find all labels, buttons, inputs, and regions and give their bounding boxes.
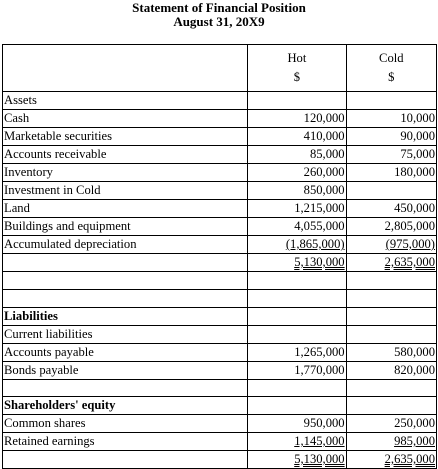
statement-date: August 31, 20X9 bbox=[173, 14, 265, 29]
table-row bbox=[3, 200, 437, 218]
column-name-cold: Cold bbox=[379, 51, 404, 65]
equity-total-row bbox=[3, 451, 437, 469]
assets-total-hot: 5,130,000 bbox=[294, 255, 345, 269]
financial-position-table bbox=[2, 44, 437, 469]
table-row bbox=[3, 236, 437, 254]
liabilities-heading: Liabilities bbox=[3, 308, 248, 326]
row-label: Accounts receivable bbox=[3, 146, 248, 164]
row-label: Buildings and equipment bbox=[3, 218, 248, 236]
row-label: Investment in Cold bbox=[3, 182, 248, 200]
table-row bbox=[3, 146, 437, 164]
cold-value: 75,000 bbox=[346, 146, 436, 164]
equity-total-cold: 2,635,000 bbox=[384, 452, 435, 466]
table-row bbox=[3, 110, 437, 128]
table-row bbox=[3, 344, 437, 362]
spacer-row bbox=[3, 380, 437, 397]
cold-value: 580,000 bbox=[346, 344, 436, 362]
row-label: Accounts payable bbox=[3, 344, 248, 362]
header-label-cell bbox=[3, 45, 248, 92]
spacer-row bbox=[3, 272, 437, 290]
hot-value: (1,865,000) bbox=[285, 237, 345, 251]
table-row bbox=[3, 182, 437, 200]
statement-title: Statement of Financial Position bbox=[132, 0, 306, 15]
cold-value: 450,000 bbox=[346, 200, 436, 218]
equity-total-hot: 5,130,000 bbox=[294, 452, 345, 466]
equity-heading: Shareholders' equity bbox=[3, 397, 248, 415]
hot-value: 950,000 bbox=[248, 415, 346, 433]
currency-hot: $ bbox=[293, 70, 301, 84]
row-label: Cash bbox=[3, 110, 248, 128]
cold-value bbox=[346, 182, 436, 200]
cold-value: 180,000 bbox=[346, 164, 436, 182]
hot-value: 4,055,000 bbox=[248, 218, 346, 236]
table-row bbox=[3, 128, 437, 146]
hot-value: 1,215,000 bbox=[248, 200, 346, 218]
spacer-row bbox=[3, 290, 437, 308]
hot-value: 120,000 bbox=[248, 110, 346, 128]
header-cold bbox=[346, 45, 436, 92]
column-header-row bbox=[3, 45, 437, 92]
cold-value: 2,805,000 bbox=[346, 218, 436, 236]
cold-value: 90,000 bbox=[346, 128, 436, 146]
row-label: Common shares bbox=[3, 415, 248, 433]
hot-value: 260,000 bbox=[248, 164, 346, 182]
cold-value: 10,000 bbox=[346, 110, 436, 128]
header-hot bbox=[248, 45, 346, 92]
assets-heading-row bbox=[3, 92, 437, 110]
row-label: Land bbox=[3, 200, 248, 218]
liabilities-heading-row bbox=[3, 308, 437, 326]
assets-total-row bbox=[3, 254, 437, 272]
table-row bbox=[3, 218, 437, 236]
row-label: Bonds payable bbox=[3, 362, 248, 380]
row-label: Inventory bbox=[3, 164, 248, 182]
hot-value: 1,265,000 bbox=[248, 344, 346, 362]
table-row bbox=[3, 164, 437, 182]
hot-value: 1,770,000 bbox=[248, 362, 346, 380]
equity-heading-row bbox=[3, 397, 437, 415]
row-label: Marketable securities bbox=[3, 128, 248, 146]
table-row bbox=[3, 433, 437, 451]
row-label: Accumulated depreciation bbox=[3, 236, 248, 254]
assets-heading: Assets bbox=[3, 92, 248, 110]
hot-value: 410,000 bbox=[248, 128, 346, 146]
row-label: Retained earnings bbox=[3, 433, 248, 451]
hot-value: 1,145,000 bbox=[294, 434, 345, 448]
current-liabilities-heading: Current liabilities bbox=[3, 326, 248, 344]
hot-value: 850,000 bbox=[248, 182, 346, 200]
currency-cold: $ bbox=[388, 70, 395, 84]
table-row bbox=[3, 362, 437, 380]
column-name-hot: Hot bbox=[287, 51, 307, 65]
current-liabilities-row bbox=[3, 326, 437, 344]
cold-value: 820,000 bbox=[346, 362, 436, 380]
assets-total-cold: 2,635,000 bbox=[384, 255, 435, 269]
cold-value: 985,000 bbox=[394, 434, 435, 448]
table-row bbox=[3, 415, 437, 433]
cold-value: 250,000 bbox=[346, 415, 436, 433]
cold-value: (975,000) bbox=[385, 237, 435, 251]
hot-value: 85,000 bbox=[248, 146, 346, 164]
